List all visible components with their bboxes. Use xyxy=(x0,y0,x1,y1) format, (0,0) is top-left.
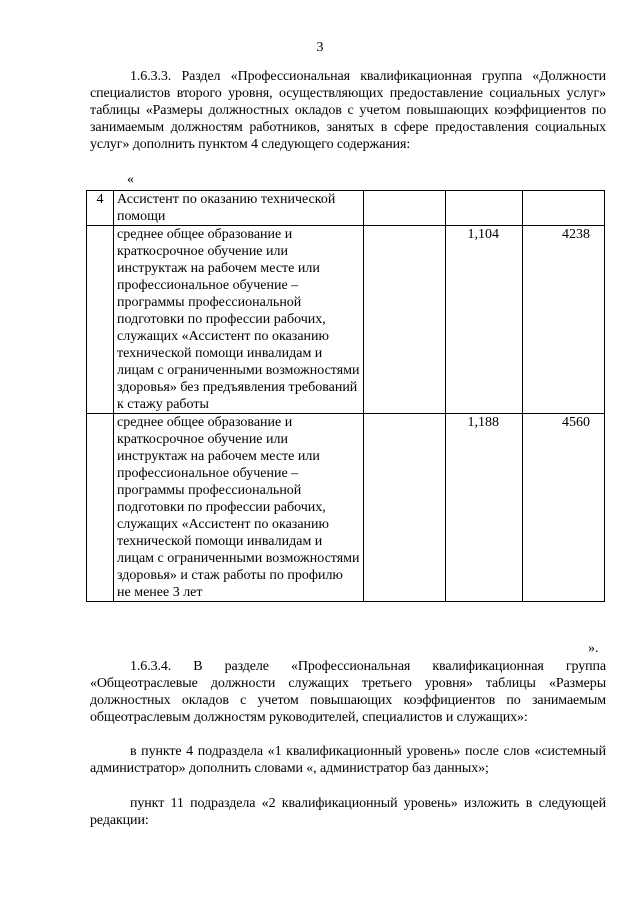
table-row xyxy=(87,191,605,226)
paragraph-item-4: в пункте 4 подраздела «1 квалификационный уровень» после слов «системный администратор» дополнить словами «, администратор баз данных»; xyxy=(90,744,606,776)
table-row xyxy=(87,226,605,414)
empty-cell xyxy=(87,414,114,602)
coefficient-value: 1,104 xyxy=(446,226,523,414)
item-number: 4 xyxy=(87,191,114,226)
empty-cell xyxy=(364,191,446,226)
position-title: Ассистент по оказанию технической помощи xyxy=(114,191,364,226)
paragraph-1-6-3-4: 1.6.3.4. В разделе «Профессиональная квалификационная группа «Общеотраслевые должности служащих третьего уровня» таблицы «Размеры должностных окладов с учетом повышающих коэффициентов по занимаемым общеотраслевым должностям руководителей, специалистов и служащих»: xyxy=(90,659,606,725)
qualification-requirements: среднее общее образование и краткосрочное обучение или инструктаж на рабочем месте или профессиональное обучение – программы профессиональной подготовки по профессии рабочих, служащих «Ассистент по оказанию технической помощи инвалидам и лицам с ограниченными возможностями здоровья» без предъявления требований к стажу работы xyxy=(114,226,364,414)
empty-cell xyxy=(446,191,523,226)
empty-cell xyxy=(523,191,605,226)
closing-quote: ». xyxy=(588,641,599,656)
salary-value: 4238 xyxy=(523,226,605,414)
opening-quote: « xyxy=(127,172,134,187)
qualification-requirements: среднее общее образование и краткосрочное обучение или инструктаж на рабочем месте или профессиональное обучение – программы профессиональной подготовки по профессии рабочих, служащих «Ассистент по оказанию технической помощи инвалидам и лицам с ограниченными возможностями здоровья» и стаж работы по профилю не менее 3 лет xyxy=(114,414,364,602)
salary-value: 4560 xyxy=(523,414,605,602)
amendment-table xyxy=(86,190,605,602)
paragraph-1-6-3-3: 1.6.3.3. Раздел «Профессиональная квалификационная группа «Должности специалистов второго уровня, осуществляющих предоставление социальных услуг» таблицы «Размеры должностных окладов с учетом повышающих коэффициентов по занимаемым должностям работников, занятых в сфере предоставления социальных услуг» дополнить пунктом 4 следующего содержания: xyxy=(90,69,606,152)
coefficient-value: 1,188 xyxy=(446,414,523,602)
empty-cell xyxy=(87,226,114,414)
empty-cell xyxy=(364,414,446,602)
page-number: 3 xyxy=(316,40,324,55)
paragraph-item-11: пункт 11 подраздела «2 квалификационный уровень» изложить в следующей редакции: xyxy=(90,796,606,828)
table-row xyxy=(87,414,605,602)
empty-cell xyxy=(364,226,446,414)
